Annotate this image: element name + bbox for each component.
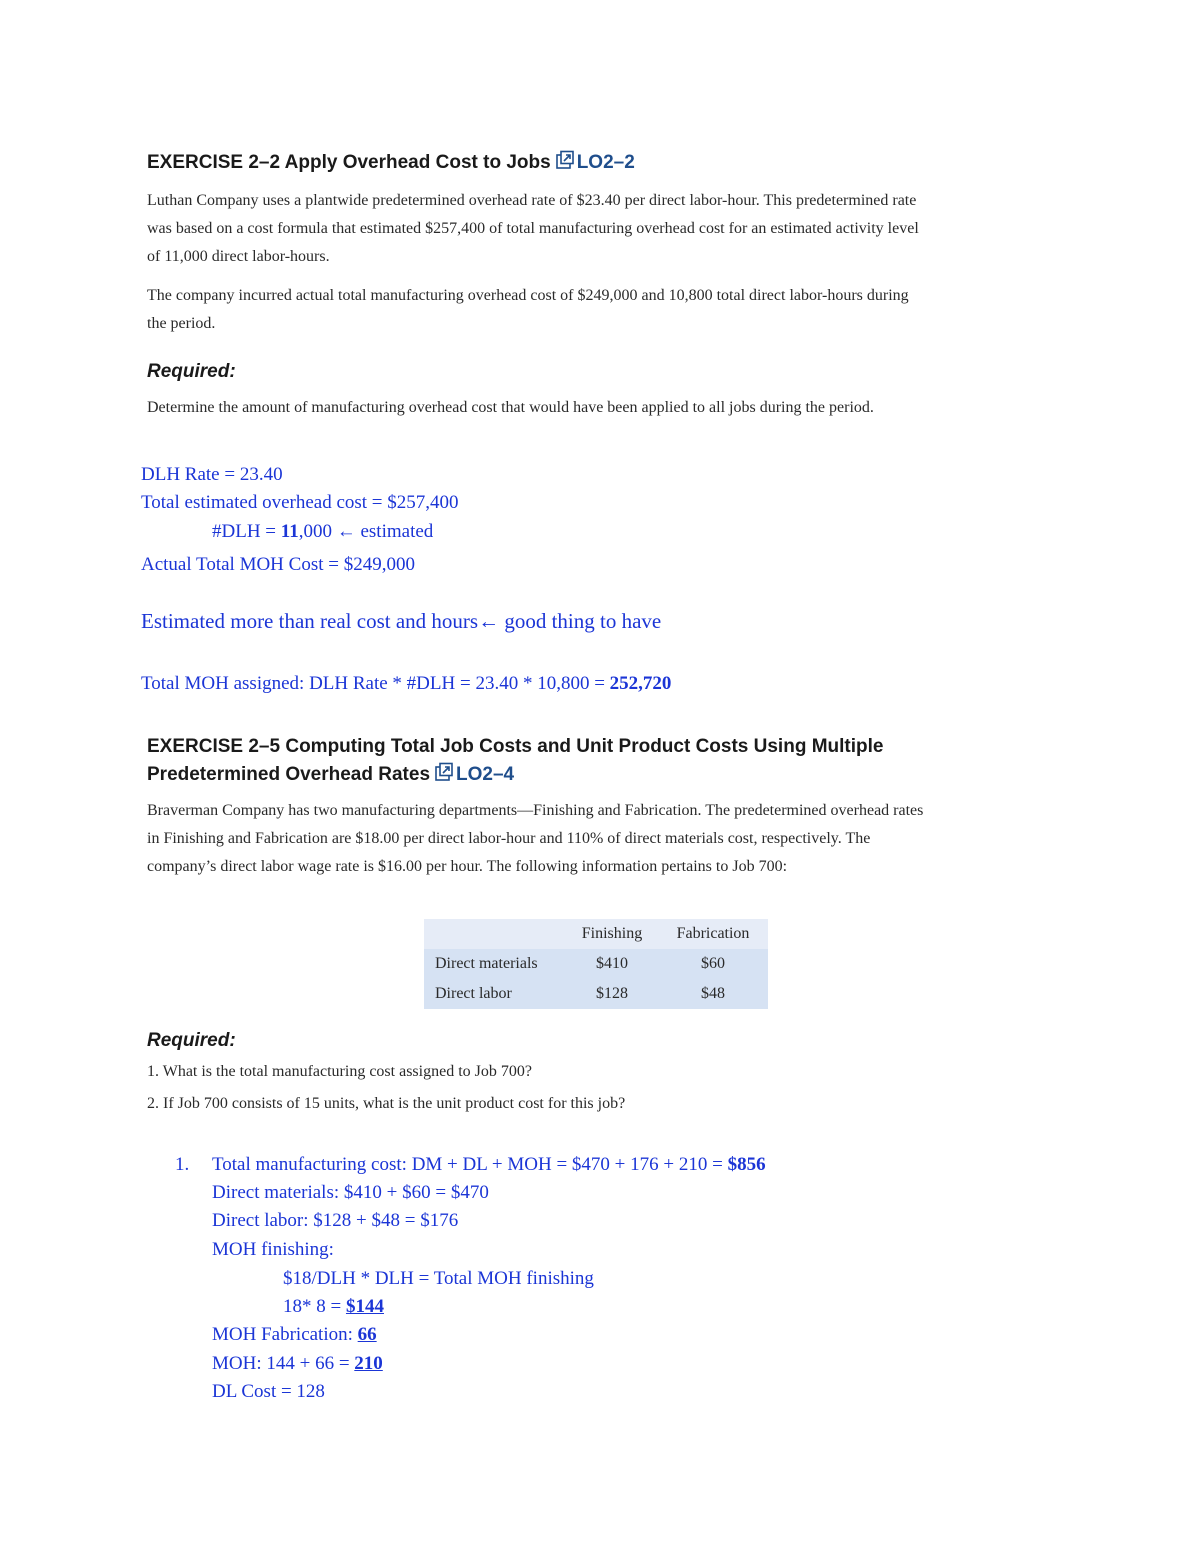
- lo-link[interactable]: LO2–4: [456, 764, 515, 785]
- required-label: Required:: [147, 1030, 236, 1051]
- note-total-moh-assigned: Total MOH assigned: DLH Rate * #DLH = 23.40 * 10,800 = 252,720: [141, 673, 672, 694]
- table-row: Direct materials $410 $60: [424, 949, 768, 979]
- exercise-1-paragraph-2: The company incurred actual total manufacturing overhead cost of $249,000 and 10,800 total direct labor-hours during the period.: [147, 287, 909, 332]
- note-actual-moh: Actual Total MOH Cost = $249,000: [141, 554, 415, 575]
- note-moh-total: MOH: 144 + 66 = 210: [212, 1353, 383, 1374]
- note-moh-fabrication: MOH Fabrication: 66: [212, 1324, 377, 1345]
- exercise-2-heading: EXERCISE 2–5 Computing Total Job Costs and Unit Product Costs Using Multiple Predetermined Overhead Rates LO2–4: [147, 736, 884, 785]
- external-link-icon[interactable]: [434, 762, 454, 782]
- column-header: Fabrication: [658, 919, 768, 949]
- required-label: Required:: [147, 361, 236, 382]
- note-moh-finishing: MOH finishing:: [212, 1239, 334, 1260]
- job-700-table: [424, 919, 768, 1009]
- note-dl-cost: DL Cost = 128: [212, 1381, 325, 1402]
- list-number: 1.: [175, 1154, 190, 1175]
- note-formula: $18/DLH * DLH = Total MOH finishing: [283, 1268, 594, 1289]
- exercise-1-paragraph-1: Luthan Company uses a plantwide predetermined overhead rate of $23.40 per direct labor-hour. This predetermined rate was based on a cost formula that estimated $257,400 of total manufacturing overhead cost for an estimated activity level of 11,000 direct labor-hours.: [147, 192, 919, 265]
- note-total-estimated: Total estimated overhead cost = $257,400: [141, 492, 459, 513]
- required-text: Determine the amount of manufacturing overhead cost that would have been applied to all jobs during the period.: [147, 399, 874, 416]
- note-calc: 18* 8 = $144: [283, 1296, 384, 1317]
- external-link-icon[interactable]: [555, 150, 575, 170]
- note-dlh-estimated: #DLH = 11,000 ← estimated: [212, 521, 434, 542]
- note-direct-labor: Direct labor: $128 + $48 = $176: [212, 1210, 459, 1231]
- exercise-2-paragraph: Braverman Company has two manufacturing departments—Finishing and Fabrication. The predetermined overhead rates in Finishing and Fabrication are $18.00 per direct labor-hour and 110% of direct materials cost, respectively. The company’s direct labor wage rate is $16.00 per hour. The following information pertains to Job 700:: [147, 802, 924, 875]
- table-header-row: [424, 919, 768, 949]
- note-total-manufacturing-cost: Total manufacturing cost: DM + DL + MOH = $470 + 176 + 210 = $856: [212, 1154, 766, 1175]
- note-dlh-rate: DLH Rate = 23.40: [141, 464, 283, 485]
- exercise-1-heading: EXERCISE 2–2 Apply Overhead Cost to Jobs LO2–2: [147, 152, 635, 173]
- question-1: 1. What is the total manufacturing cost assigned to Job 700?: [147, 1063, 532, 1080]
- table-row: Direct labor $128 $48: [424, 979, 768, 1009]
- note-estimated-more: Estimated more than real cost and hours← good thing to have: [141, 609, 662, 633]
- question-2: 2. If Job 700 consists of 15 units, what is the unit product cost for this job?: [147, 1095, 626, 1112]
- note-direct-materials: Direct materials: $410 + $60 = $470: [212, 1182, 489, 1203]
- column-header: Finishing: [566, 919, 658, 949]
- lo-link[interactable]: LO2–2: [576, 152, 635, 173]
